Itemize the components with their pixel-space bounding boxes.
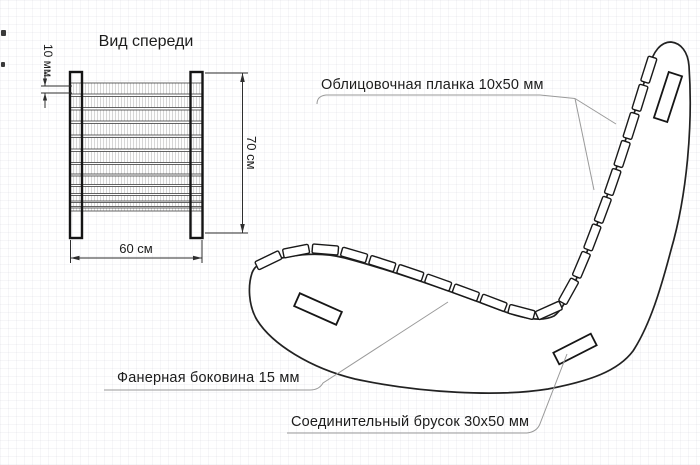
dimension-height-text: 70 см: [244, 136, 259, 170]
scan-artifact: [1, 62, 5, 67]
label-facing-plank: Облицовочная планка 10x50 мм: [321, 77, 544, 93]
front-slat-band: [71, 187, 203, 194]
front-view: [41, 33, 259, 263]
front-slat-band: [71, 110, 203, 121]
dimension-height: [205, 73, 259, 233]
leader-facing-plank-branch: [575, 99, 594, 191]
front-slat-band: [71, 196, 203, 202]
arrow-down-icon: [43, 79, 47, 87]
arrow-right-icon: [193, 256, 202, 261]
facing-plank: [312, 244, 339, 255]
front-slat-band: [71, 165, 203, 175]
scan-artifact: [1, 30, 6, 36]
arrow-up-icon: [240, 73, 245, 82]
leader-facing-plank: [317, 95, 575, 104]
dimension-slat-gap: [41, 44, 72, 108]
front-slat-band: [71, 83, 203, 94]
front-slat-band: [71, 203, 203, 207]
arrow-down-icon: [240, 224, 245, 233]
dimension-gap-text: 10 мм: [41, 44, 55, 78]
front-slat-band: [71, 124, 203, 136]
dimension-width: [71, 240, 203, 263]
label-connecting-bar: Соединительный брусок 30x50 мм: [291, 414, 530, 430]
front-view-slat-bands: [71, 83, 203, 211]
front-slat-band: [71, 176, 203, 185]
front-slat-band: [71, 152, 203, 163]
arrow-up-icon: [43, 93, 47, 101]
front-view-title: Вид спереди: [98, 33, 194, 50]
dimension-width-text: 60 см: [119, 241, 153, 256]
front-slat-band: [71, 97, 203, 108]
front-slat-band: [71, 138, 203, 150]
label-side-panel: Фанерная боковина 15 мм: [117, 370, 300, 386]
arrow-left-icon: [71, 256, 80, 261]
leader-facing-plank-branch: [575, 99, 616, 125]
front-slat-band: [71, 208, 203, 211]
